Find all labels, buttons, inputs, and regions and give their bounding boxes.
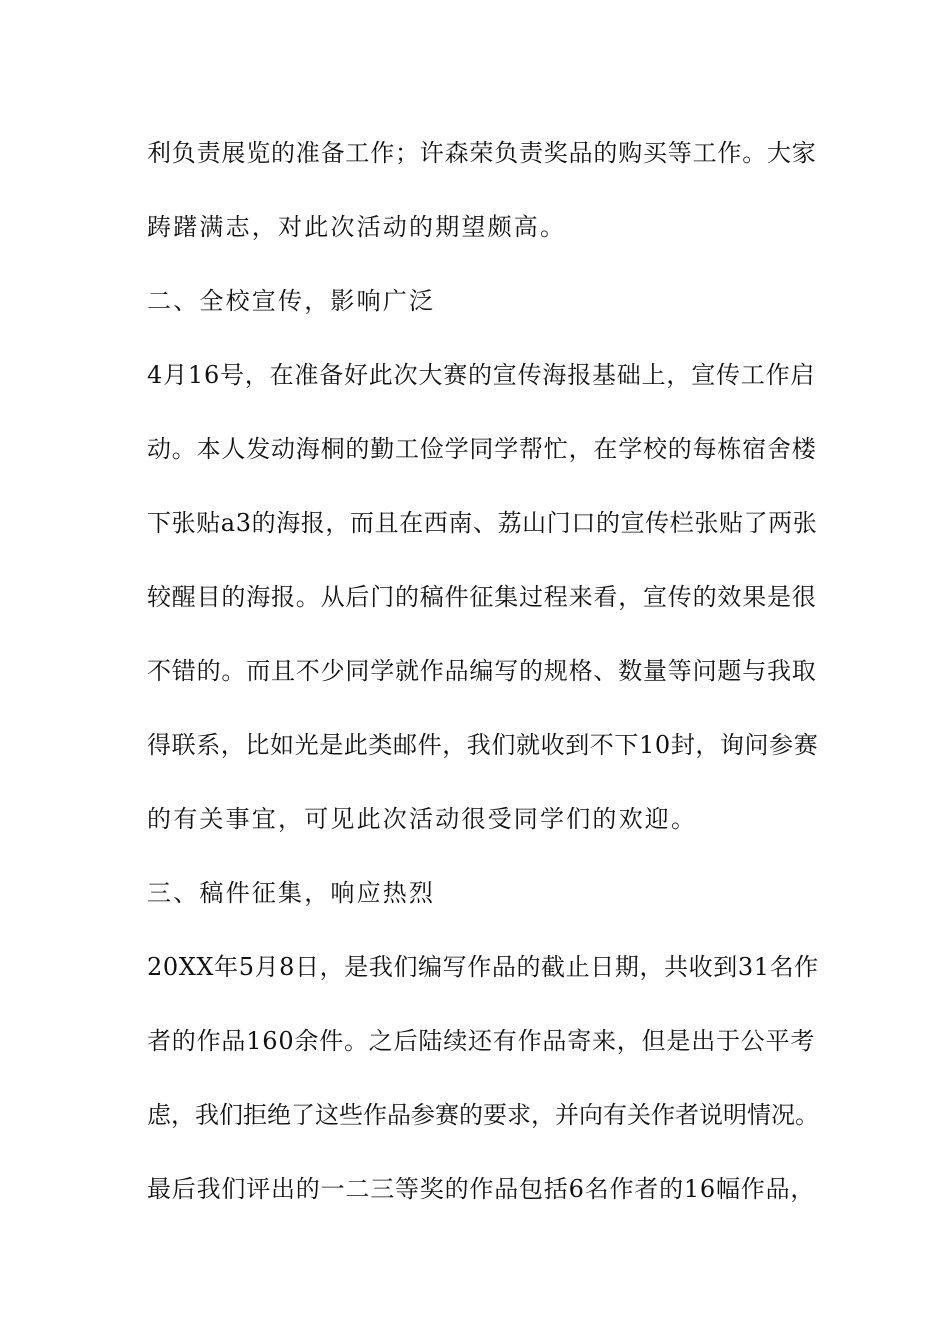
section-heading: 三、稿件征集，响应热烈	[147, 879, 436, 907]
paragraph-line: 动。本人发动海桐的勤工俭学同学帮忙，在学校的每栋宿舍楼	[147, 435, 817, 463]
paragraph-line: 最后我们评出的一二三等奖的作品包括6名作者的16幅作品，	[147, 1175, 816, 1203]
paragraph-line: 者的作品160余件。之后陆续还有作品寄来，但是出于公平考	[147, 1027, 816, 1055]
paragraph-line: 利负责展览的准备工作；许森荣负责奖品的购买等工作。大家	[147, 139, 817, 167]
paragraph-line: 较醒目的海报。从后门的稿件征集过程来看，宣传的效果是很	[147, 583, 817, 611]
paragraph-line: 4月16号，在准备好此次大赛的宣传海报基础上，宣传工作启	[147, 361, 816, 389]
section-heading: 二、全校宣传，影响广泛	[147, 287, 436, 315]
paragraph-line: 下张贴a3的海报，而且在西南、荔山门口的宣传栏张贴了两张	[147, 509, 818, 537]
paragraph-line: 20XX年5月8日，是我们编写作品的截止日期，共收到31名作	[147, 953, 819, 981]
paragraph-line: 的有关事宜，可见此次活动很受同学们的欢迎。	[147, 805, 698, 833]
paragraph-line: 不错的。而且不少同学就作品编写的规格、数量等问题与我取	[147, 657, 817, 685]
paragraph-line: 踌躇满志，对此次活动的期望颇高。	[147, 213, 567, 241]
paragraph-line: 得联系，比如光是此类邮件，我们就收到不下10封，询问参赛	[147, 731, 819, 759]
paragraph-line: 虑，我们拒绝了这些作品参赛的要求，并向有关作者说明情况。	[147, 1101, 819, 1129]
